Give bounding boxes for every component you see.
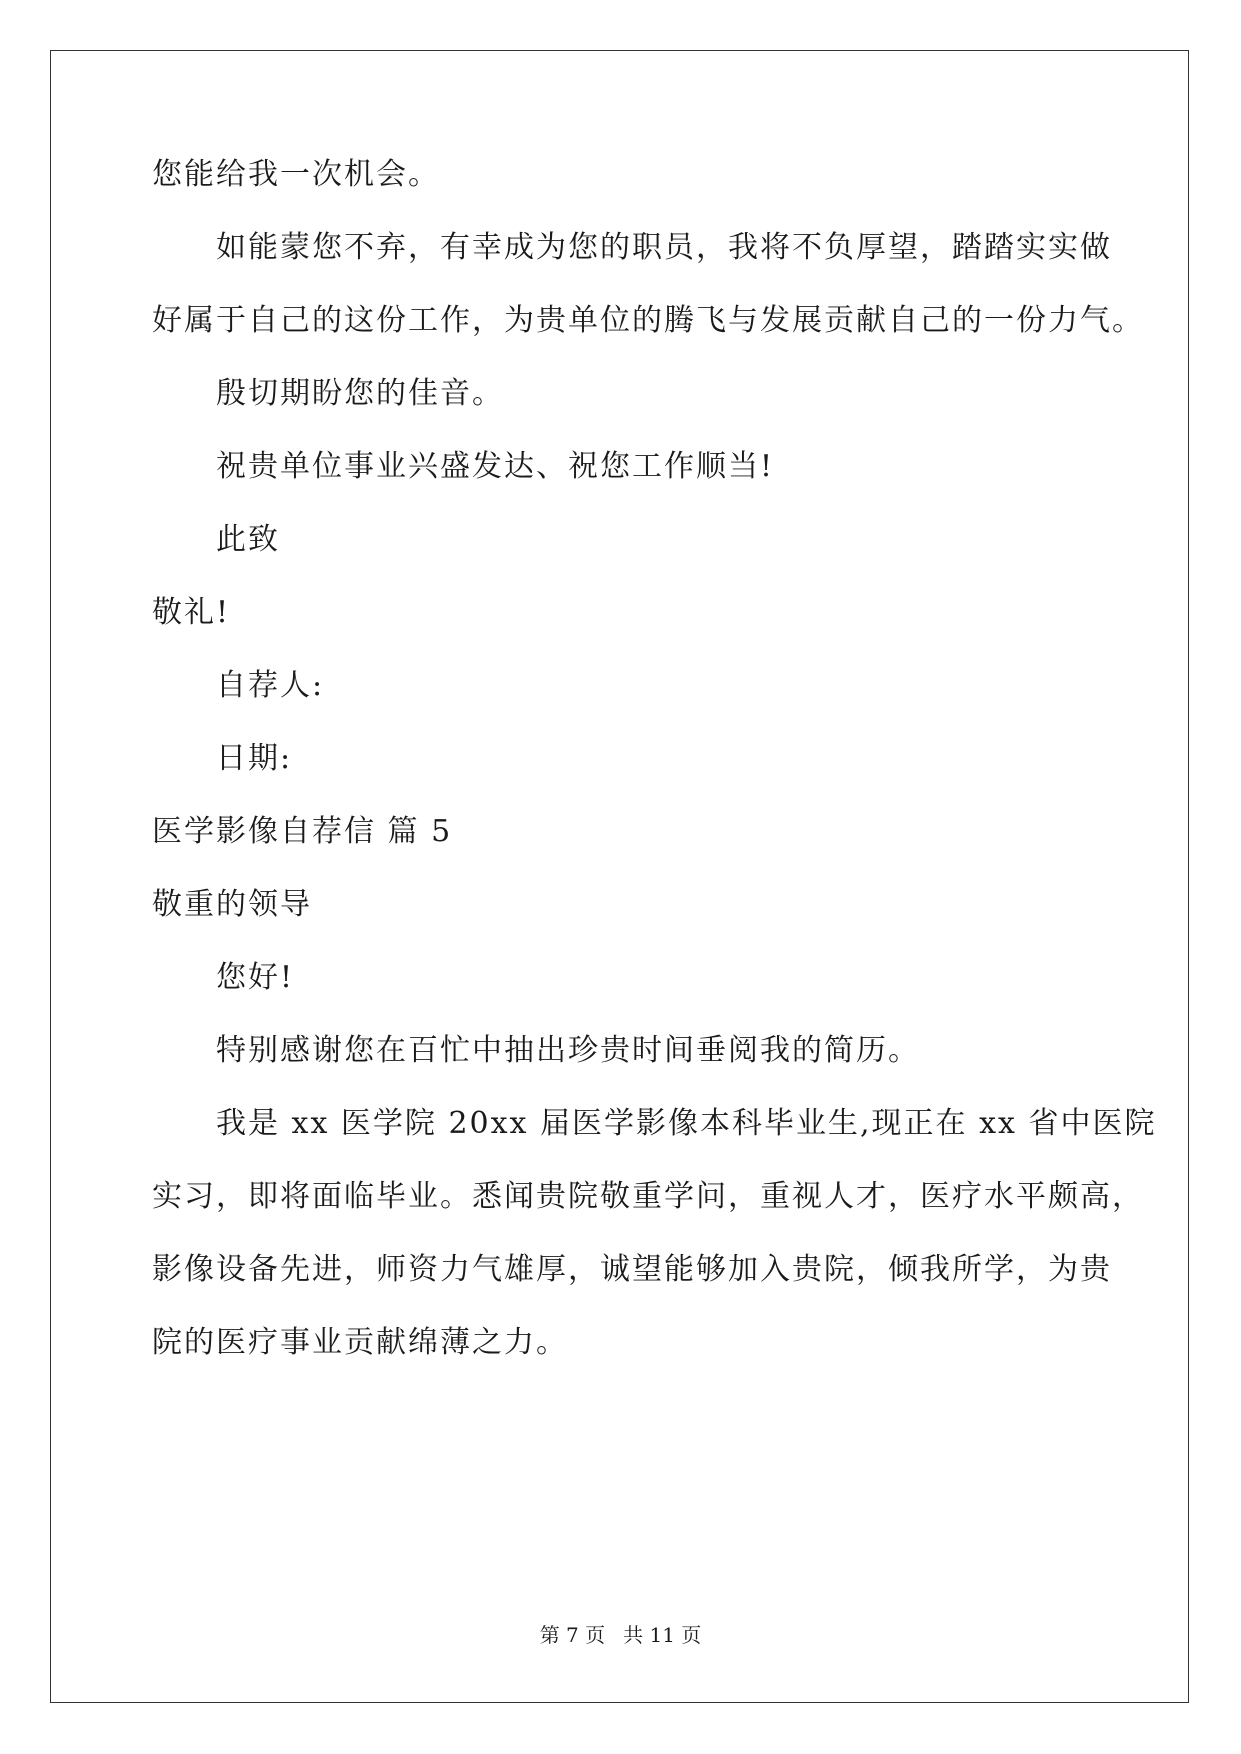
salutation: 敬重的领导 <box>152 887 312 922</box>
text-line: 殷切期盼您的佳音。 <box>216 376 504 411</box>
signature-label: 自荐人: <box>216 668 325 703</box>
text-line: 特别感谢您在百忙中抽出珍贵时间垂阅我的简历。 <box>216 1033 920 1068</box>
section-title: 医学影像自荐信 篇 5 <box>152 814 453 849</box>
salutation-closing: 敬礼! <box>152 595 231 630</box>
closing-phrase: 此致 <box>216 522 280 557</box>
text-line: 您能给我一次机会。 <box>152 157 440 192</box>
text-line: 如能蒙您不弃，有幸成为您的职员，我将不负厚望，踏踏实实做 <box>216 230 1112 265</box>
greeting: 您好! <box>216 960 295 995</box>
date-label: 日期: <box>216 741 293 776</box>
page-total: 共 11 页 <box>623 1623 702 1647</box>
page-footer <box>0 1623 1241 1647</box>
page-border <box>50 50 1189 1703</box>
text-line: 院的医疗事业贡献绵薄之力。 <box>152 1325 568 1360</box>
text-line: 我是 xx 医学院 20xx 届医学影像本科毕业生,现正在 xx 省中医院 <box>216 1106 1157 1141</box>
text-line: 影像设备先进，师资力气雄厚，诚望能够加入贵院，倾我所学，为贵 <box>152 1252 1112 1287</box>
text-line: 祝贵单位事业兴盛发达、祝您工作顺当! <box>216 449 775 484</box>
text-line: 实习，即将面临毕业。悉闻贵院敬重学问，重视人才，医疗水平颇高， <box>152 1179 1144 1214</box>
page-number: 第 7 页 <box>539 1623 606 1647</box>
text-line: 好属于自己的这份工作，为贵单位的腾飞与发展贡献自己的一份力气。 <box>152 303 1144 338</box>
